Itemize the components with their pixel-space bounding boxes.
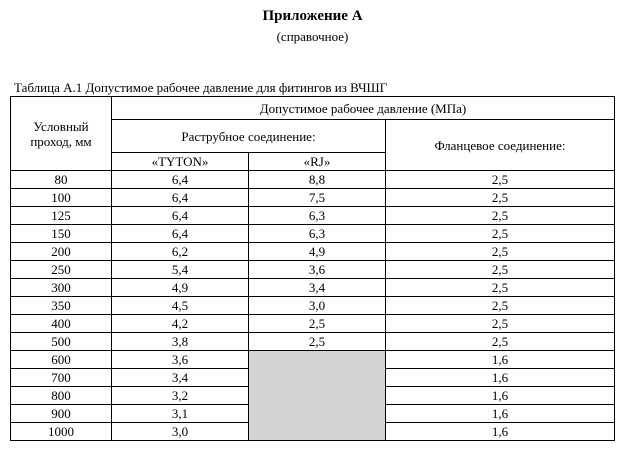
- header-flange: Фланцевое соединение:: [386, 120, 615, 171]
- cell-tyton: 6,4: [112, 171, 249, 189]
- table-row: [11, 261, 615, 279]
- cell-diameter: 300: [11, 279, 112, 297]
- cell-rj: 2,5: [249, 333, 386, 351]
- cell-diameter: 400: [11, 315, 112, 333]
- cell-tyton: 3,1: [112, 405, 249, 423]
- cell-tyton: 3,8: [112, 333, 249, 351]
- table-row: [11, 297, 615, 315]
- cell-diameter: 80: [11, 171, 112, 189]
- cell-diameter: 800: [11, 387, 112, 405]
- cell-tyton: 3,2: [112, 387, 249, 405]
- header-diameter: Условный проход, мм: [11, 97, 112, 171]
- appendix-title: Приложение А: [262, 8, 363, 24]
- cell-diameter: 350: [11, 297, 112, 315]
- appendix-subtitle: (справочное): [276, 29, 349, 44]
- cell-diameter: 100: [11, 189, 112, 207]
- cell-flange: 2,5: [386, 207, 615, 225]
- cell-flange: 1,6: [386, 423, 615, 441]
- header-tyton: «TYTON»: [112, 153, 249, 171]
- cell-flange: 2,5: [386, 297, 615, 315]
- cell-tyton: 6,4: [112, 225, 249, 243]
- cell-flange: 1,6: [386, 387, 615, 405]
- cell-rj: 2,5: [249, 315, 386, 333]
- cell-flange: 2,5: [386, 225, 615, 243]
- cell-flange: 2,5: [386, 315, 615, 333]
- cell-rj-not-applicable: [249, 351, 386, 441]
- pressure-table: [10, 96, 615, 441]
- cell-tyton: 5,4: [112, 261, 249, 279]
- cell-rj: 3,0: [249, 297, 386, 315]
- cell-flange: 1,6: [386, 405, 615, 423]
- table-row: [11, 315, 615, 333]
- cell-rj: 4,9: [249, 243, 386, 261]
- cell-diameter: 600: [11, 351, 112, 369]
- cell-rj: 6,3: [249, 207, 386, 225]
- header-socket: Раструбное соединение:: [112, 120, 386, 153]
- cell-rj: 6,3: [249, 225, 386, 243]
- cell-diameter: 200: [11, 243, 112, 261]
- cell-tyton: 4,2: [112, 315, 249, 333]
- cell-flange: 2,5: [386, 243, 615, 261]
- cell-flange: 2,5: [386, 261, 615, 279]
- cell-flange: 2,5: [386, 333, 615, 351]
- cell-flange: 2,5: [386, 279, 615, 297]
- table-row: [11, 279, 615, 297]
- table-row: [11, 207, 615, 225]
- cell-tyton: 3,4: [112, 369, 249, 387]
- cell-flange: 1,6: [386, 351, 615, 369]
- cell-rj: 3,6: [249, 261, 386, 279]
- table-caption: Таблица А.1 Допустимое рабочее давление для фитингов из ВЧШГ: [14, 80, 388, 95]
- cell-diameter: 1000: [11, 423, 112, 441]
- cell-tyton: 3,0: [112, 423, 249, 441]
- header-rj: «RJ»: [249, 153, 386, 171]
- cell-tyton: 6,2: [112, 243, 249, 261]
- cell-diameter: 700: [11, 369, 112, 387]
- table-row: [11, 171, 615, 189]
- cell-tyton: 3,6: [112, 351, 249, 369]
- table-row: [11, 243, 615, 261]
- table-row: [11, 333, 615, 351]
- table-row: [11, 189, 615, 207]
- header-pressure-group: Допустимое рабочее давление (МПа): [112, 97, 615, 120]
- cell-tyton: 4,9: [112, 279, 249, 297]
- table-row: [11, 225, 615, 243]
- cell-diameter: 250: [11, 261, 112, 279]
- cell-diameter: 125: [11, 207, 112, 225]
- cell-diameter: 500: [11, 333, 112, 351]
- cell-diameter: 900: [11, 405, 112, 423]
- cell-flange: 2,5: [386, 171, 615, 189]
- cell-rj: 7,5: [249, 189, 386, 207]
- cell-tyton: 4,5: [112, 297, 249, 315]
- cell-flange: 1,6: [386, 369, 615, 387]
- cell-rj: 8,8: [249, 171, 386, 189]
- cell-flange: 2,5: [386, 189, 615, 207]
- cell-diameter: 150: [11, 225, 112, 243]
- cell-tyton: 6,4: [112, 189, 249, 207]
- table-row: [11, 351, 615, 369]
- cell-rj: 3,4: [249, 279, 386, 297]
- cell-tyton: 6,4: [112, 207, 249, 225]
